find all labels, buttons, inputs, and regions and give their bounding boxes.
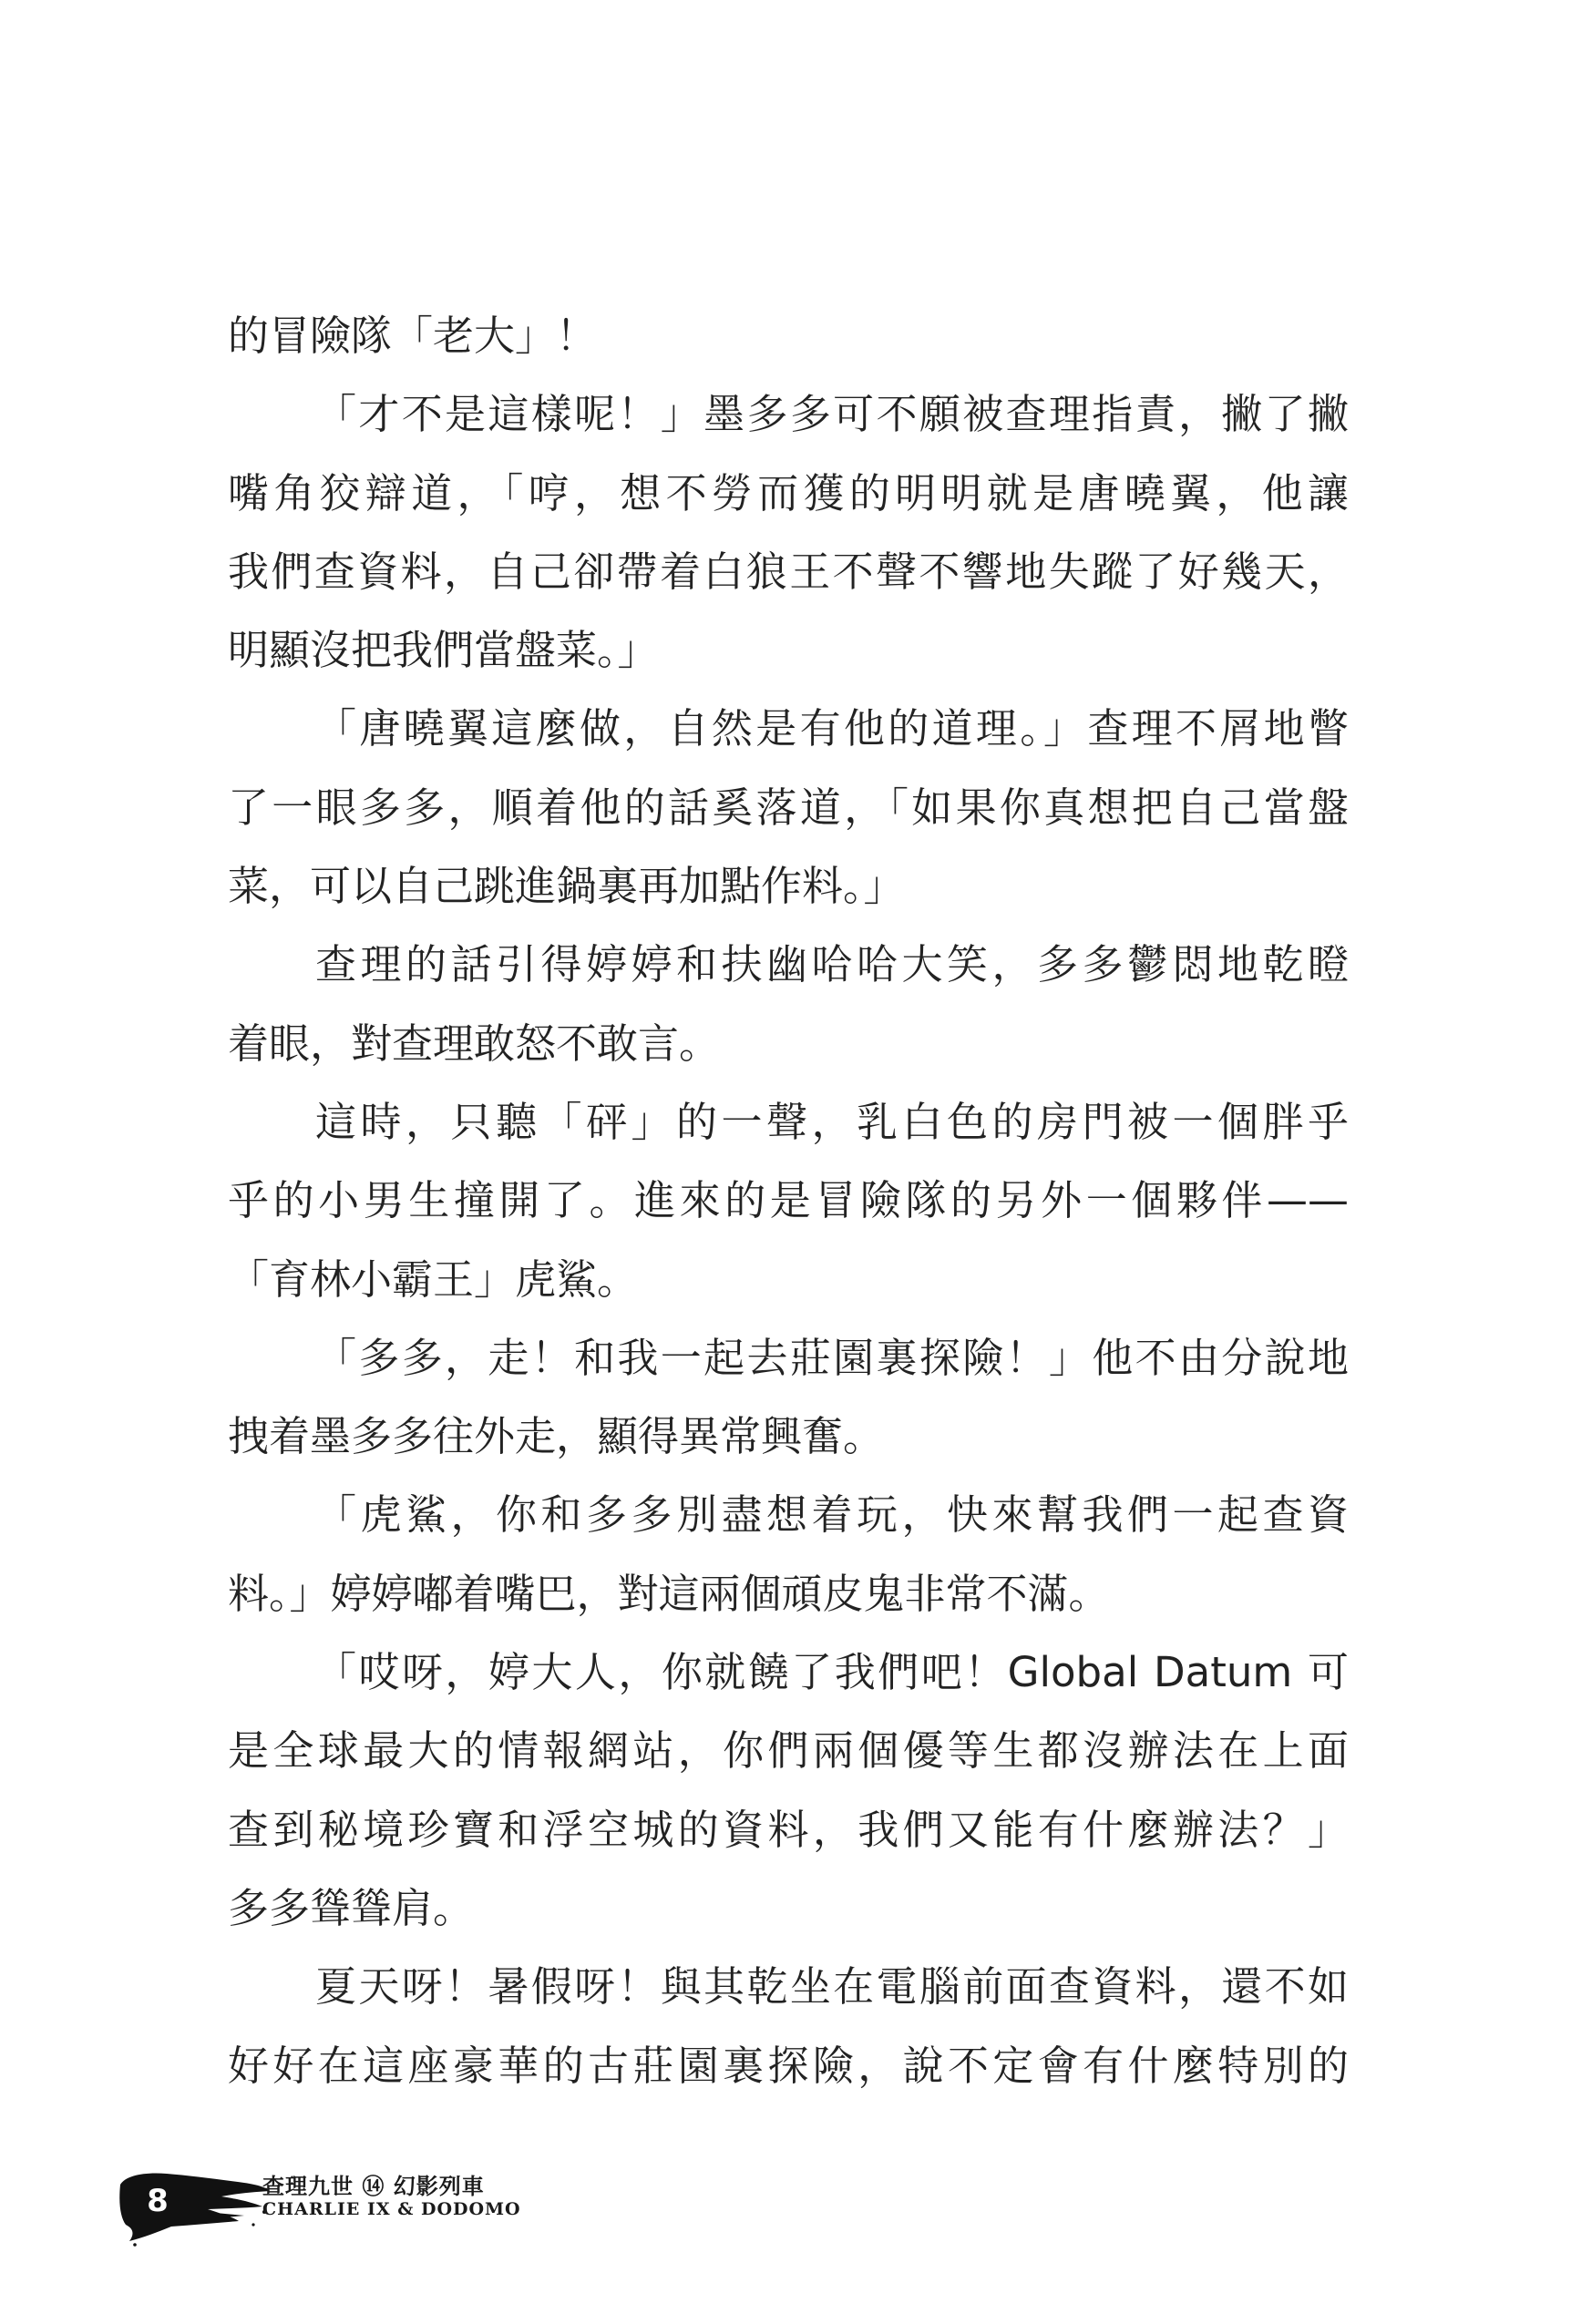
text-line: 的冒險隊「老大」！ (228, 312, 598, 360)
text-line: 我們查資料，自己卻帶着白狼王不聲不響地失蹤了好幾天， (228, 547, 1349, 596)
page-number: 8 (147, 2183, 169, 2219)
text-line: 着眼，對查理敢怒不敢言。 (228, 1019, 721, 1068)
text-line: 明顯沒把我們當盤菜。」 (228, 626, 659, 675)
text-line: 「多多，走！和我一起去莊園裏探險！」他不由分說地 (315, 1333, 1349, 1382)
text-line: 拽着墨多多往外走，顯得異常興奮。 (228, 1412, 885, 1461)
text-line: 夏天呀！暑假呀！與其乾坐在電腦前面查資料，還不如 (315, 1962, 1349, 2012)
series-subtitle: CHARLIE IX & DODOMO (262, 2199, 521, 2219)
text-line: 乎的小男生撞開了。進來的是冒險隊的另外一個夥伴—— (228, 1176, 1349, 1225)
text-line: 「虎鯊，你和多多別盡想着玩，快來幫我們一起查資 (315, 1490, 1349, 1540)
text-line: 多多聳聳肩。 (228, 1883, 475, 1932)
text-line: 查理的話引得婷婷和扶幽哈哈大笑，多多鬱悶地乾瞪 (315, 940, 1349, 989)
text-line: 好好在這座豪華的古莊園裏探險，說不定會有什麼特別的 (228, 2041, 1349, 2090)
text-line: 了一眼多多，順着他的話奚落道，「如果你真想把自己當盤 (228, 783, 1349, 832)
text-line: 料。」婷婷嘟着嘴巴，對這兩個頑皮鬼非常不滿。 (228, 1569, 1110, 1618)
text-line: 「哎呀，婷大人，你就饒了我們吧！Global Datum 可 (315, 1648, 1349, 1697)
page-footer (117, 2166, 572, 2248)
text-line: 查到秘境珍寶和浮空城的資料，我們又能有什麼辦法？」 (228, 1805, 1349, 1854)
body-text (228, 297, 1349, 2105)
text-line: 是全球最大的情報網站，你們兩個優等生都沒辦法在上面 (228, 1726, 1349, 1776)
text-line: 菜，可以自己跳進鍋裏再加點作料。」 (228, 862, 905, 911)
text-line: 這時，只聽「砰」的一聲，乳白色的房門被一個胖乎 (315, 1097, 1349, 1146)
series-title: 查理九世 ⑭ 幻影列車 (262, 2173, 485, 2199)
text-line: 「唐曉翼這麼做，自然是有他的道理。」查理不屑地瞥 (315, 704, 1349, 753)
text-line: 「育林小霸王」虎鯊。 (228, 1254, 639, 1304)
text-line: 「才不是這樣呢！」墨多多可不願被查理指責，撇了撇 (315, 390, 1349, 439)
text-line: 嘴角狡辯道，「哼，想不勞而獲的明明就是唐曉翼，他讓 (228, 468, 1349, 517)
